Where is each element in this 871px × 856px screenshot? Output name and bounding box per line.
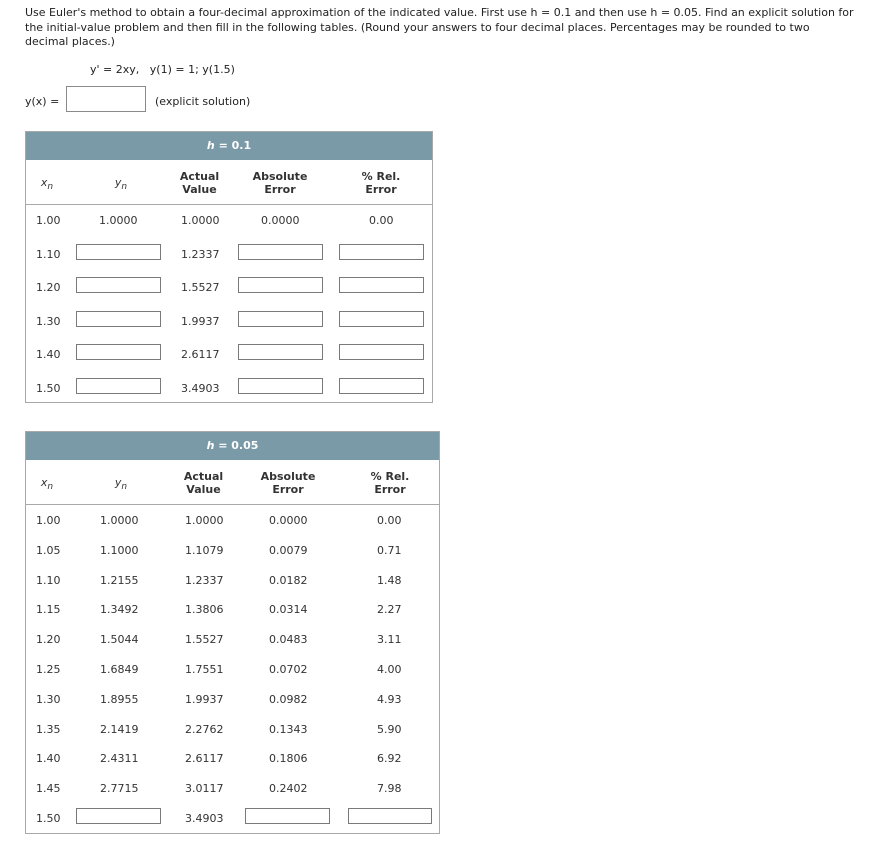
xn-cell: 1.50 [36, 382, 61, 395]
xn-cell: 1.30 [36, 692, 61, 706]
absolute-error-cell: 0.0702 [269, 663, 308, 676]
yn-cell: 1.5044 [100, 633, 139, 647]
xn-cell: 1.40 [36, 348, 61, 362]
yn-input[interactable] [76, 244, 161, 260]
absolute-error-cell: 0.2402 [269, 782, 308, 796]
explicit-solution-input[interactable] [66, 86, 146, 112]
xn-cell: 1.35 [36, 722, 61, 736]
rel-error-cell: 5.90 [377, 722, 402, 736]
actual-value-cell: 3.4903 [181, 382, 220, 395]
solution-note: (explicit solution) [155, 95, 251, 108]
absolute-error-input[interactable] [238, 244, 323, 260]
yn-cell: 1.1000 [100, 543, 139, 557]
yn-cell: 2.7715 [100, 782, 139, 796]
header-rel-error: % Rel. Error [370, 470, 410, 496]
rel-error-cell: 6.92 [377, 752, 402, 766]
absolute-error-cell: 0.0982 [269, 692, 308, 706]
yn-input[interactable] [76, 378, 161, 394]
xn-cell: 1.00 [36, 514, 61, 527]
actual-value-cell: 2.6117 [185, 752, 224, 766]
rel-error-cell: 3.11 [377, 633, 402, 647]
yn-input[interactable] [76, 311, 161, 327]
yn-cell: 2.1419 [100, 722, 139, 736]
absolute-error-input[interactable] [245, 808, 330, 824]
yn-cell: 1.8955 [100, 692, 139, 706]
solution-label: y(x) = [25, 95, 60, 108]
table-title: h = 0.1 [26, 132, 432, 160]
table-h-0-05 [25, 431, 440, 834]
equation [90, 63, 235, 76]
actual-value-cell: 1.2337 [181, 247, 220, 261]
rel-error-cell: 0.00 [377, 514, 402, 527]
xn-cell: 1.20 [36, 633, 61, 647]
table-title: h = 0.05 [26, 432, 439, 460]
rel-error-cell: 0.71 [377, 543, 402, 557]
actual-value-cell: 1.5527 [185, 633, 224, 647]
actual-value-cell: 3.0117 [185, 782, 224, 796]
absolute-error-cell: 0.0000 [261, 214, 300, 227]
header-yn: $y_n$ [114, 176, 128, 193]
absolute-error-cell: 0.0314 [269, 603, 308, 617]
rel-error-input[interactable] [348, 808, 432, 824]
rel-error-input[interactable] [339, 311, 424, 327]
rel-error-cell: 7.98 [377, 782, 402, 796]
rel-error-cell: 1.48 [377, 573, 402, 587]
absolute-error-cell: 0.0182 [269, 573, 308, 587]
yn-cell: 1.0000 [99, 214, 138, 227]
yn-input[interactable] [76, 277, 161, 293]
header-xn: $x_n$ [40, 476, 54, 493]
absolute-error-cell: 0.0483 [269, 633, 308, 647]
actual-value-cell: 1.9937 [181, 314, 220, 328]
header-rel-error: % Rel. Error [361, 170, 401, 196]
instructions-text: Use Euler's method to obtain a four-decimal approximation of the indicated value. First use h = 0.1 and then use h = 0.05. Find an explicit solution for the initial-value problem and then fill in the following tables. (Round your answers to four decimal places. Percentages may be rounded to two decimal places.) [25, 6, 854, 48]
rel-error-input[interactable] [339, 244, 424, 260]
absolute-error-input[interactable] [238, 344, 323, 360]
xn-cell: 1.10 [36, 573, 61, 587]
xn-cell: 1.10 [36, 247, 61, 261]
absolute-error-input[interactable] [238, 378, 323, 394]
header-actual-value: Actual Value [183, 470, 224, 496]
actual-value-cell: 1.9937 [185, 692, 224, 706]
actual-value-cell: 1.7551 [185, 663, 224, 676]
initial-conditions: y(1) = 1; y(1.5) [149, 63, 235, 76]
table-h-0-1 [25, 131, 433, 403]
rel-error-cell: 2.27 [377, 603, 402, 617]
xn-cell: 1.50 [36, 812, 61, 825]
actual-value-cell: 3.4903 [185, 812, 224, 825]
xn-cell: 1.25 [36, 663, 61, 676]
rel-error-cell: 4.00 [377, 663, 402, 676]
header-absolute-error: Absolute Error [252, 170, 308, 196]
actual-value-cell: 1.1079 [185, 543, 224, 557]
xn-cell: 1.20 [36, 281, 61, 295]
header-yn: $y_n$ [114, 476, 128, 493]
yn-cell: 2.4311 [100, 752, 139, 766]
xn-cell: 1.30 [36, 314, 61, 328]
xn-cell: 1.00 [36, 214, 61, 227]
xn-cell: 1.05 [36, 543, 61, 557]
xn-cell: 1.40 [36, 752, 61, 766]
absolute-error-cell: 0.0079 [269, 543, 308, 557]
actual-value-cell: 1.0000 [185, 514, 224, 527]
rel-error-input[interactable] [339, 344, 424, 360]
xn-cell: 1.15 [36, 603, 61, 617]
rel-error-input[interactable] [339, 378, 424, 394]
yn-cell: 1.3492 [100, 603, 139, 617]
absolute-error-input[interactable] [238, 277, 323, 293]
header-actual-value: Actual Value [179, 170, 220, 196]
absolute-error-cell: 0.0000 [269, 514, 308, 527]
absolute-error-cell: 0.1806 [269, 752, 308, 766]
absolute-error-input[interactable] [238, 311, 323, 327]
header-absolute-error: Absolute Error [260, 470, 316, 496]
xn-cell: 1.45 [36, 782, 61, 796]
actual-value-cell: 2.2762 [185, 722, 224, 736]
actual-value-cell: 1.0000 [181, 214, 220, 227]
actual-value-cell: 1.3806 [185, 603, 224, 617]
yn-input[interactable] [76, 808, 161, 824]
rel-error-cell: 0.00 [369, 214, 394, 227]
header-xn: $x_n$ [40, 176, 54, 193]
yn-cell: 1.0000 [100, 514, 139, 527]
actual-value-cell: 1.5527 [181, 281, 220, 295]
rel-error-cell: 4.93 [377, 692, 402, 706]
absolute-error-cell: 0.1343 [269, 722, 308, 736]
actual-value-cell: 2.6117 [181, 348, 220, 362]
ode-text: y' = 2xy, [90, 63, 140, 76]
rel-error-input[interactable] [339, 277, 424, 293]
yn-cell: 1.2155 [100, 573, 139, 587]
actual-value-cell: 1.2337 [185, 573, 224, 587]
yn-input[interactable] [76, 344, 161, 360]
yn-cell: 1.6849 [100, 663, 139, 676]
